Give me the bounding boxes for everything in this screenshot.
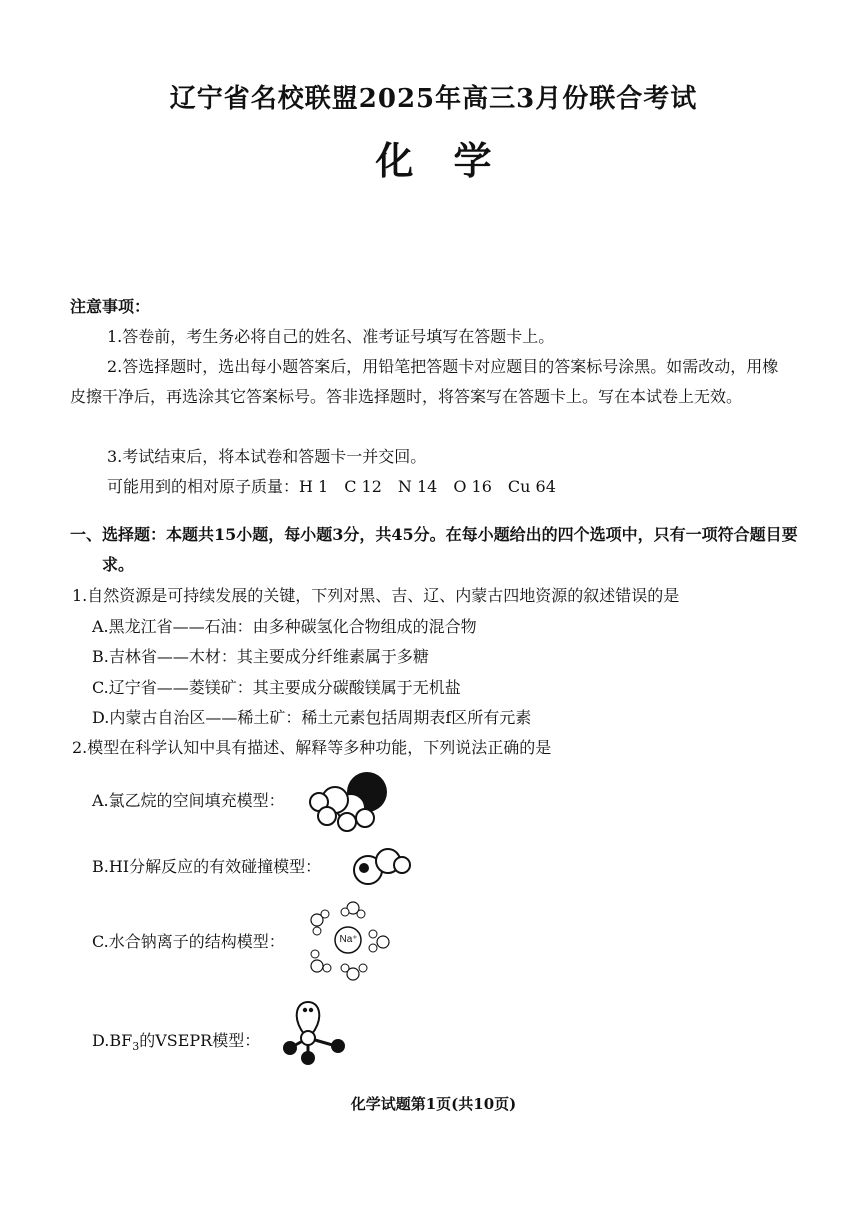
question-2-option-d (92, 1026, 260, 1062)
bf3-vsepr-model-icon (278, 998, 350, 1066)
option-d-prefix: D.BF (92, 1031, 133, 1050)
exam-title: 辽宁省名校联盟2025年高三3月份联合考试 (169, 84, 698, 114)
note-item-2: 2.答选择题时，选出每小题答案后，用铅笔把答题卡对应题目的答案标号涂黑。如需改动，用橡皮擦干净后，再选涂其它答案标号。答非选择题时，将答案写在答题卡上。写在本试卷上无效。 (70, 357, 779, 406)
question-2-option-c: C.水合钠离子的结构模型： (92, 932, 285, 951)
question-1-stem: 1.自然资源是可持续发展的关键，下列对黑、吉、辽、内蒙古四地资源的叙述错误的是 (72, 586, 680, 605)
section-heading: 一、选择题：本题共15小题，每小题3分，共45分。在每小题给出的四个选项中，只有一项符合题目要求。 (70, 525, 798, 574)
page-footer: 化学试题第1页(共10页) (350, 1095, 517, 1113)
note-item-3: 3.考试结束后，将本试卷和答题卡一并交回。 (107, 447, 427, 466)
note-item-1: 1.答卷前，考生务必将自己的姓名、准考证号填写在答题卡上。 (107, 327, 555, 346)
subject-title: 化学 (375, 138, 532, 183)
notes-title: 注意事项： (70, 297, 151, 316)
question-2-option-a: A.氯乙烷的空间填充模型： (92, 791, 285, 810)
hydrated-sodium-ion-model (305, 898, 400, 983)
option-d-subscript: 3 (132, 1040, 140, 1054)
hi-collision-model-icon (350, 845, 412, 887)
question-1-option-c: C.辽宁省——菱镁矿：其主要成分碳酸镁属于无机盐 (92, 678, 461, 697)
sodium-ion-label: Na⁺ (339, 934, 358, 945)
option-d-tail: 的VSEPR模型： (139, 1031, 261, 1050)
question-2-stem: 2.模型在科学认知中具有描述、解释等多种功能，下列说法正确的是 (72, 738, 552, 757)
question-1-option-d: D.内蒙古自治区——稀土矿：稀土元素包括周期表f区所有元素 (92, 708, 532, 727)
chloroethane-space-filling-model-icon (305, 770, 390, 835)
atomic-masses: 可能用到的相对原子质量：H 1 C 12 N 14 O 16 Cu 64 (107, 477, 556, 496)
question-2-option-b: B.HI分解反应的有效碰撞模型： (92, 857, 322, 876)
question-1-option-a: A.黑龙江省——石油：由多种碳氢化合物组成的混合物 (92, 617, 477, 636)
question-1-option-b: B.吉林省——木材：其主要成分纤维素属于多糖 (92, 647, 429, 666)
